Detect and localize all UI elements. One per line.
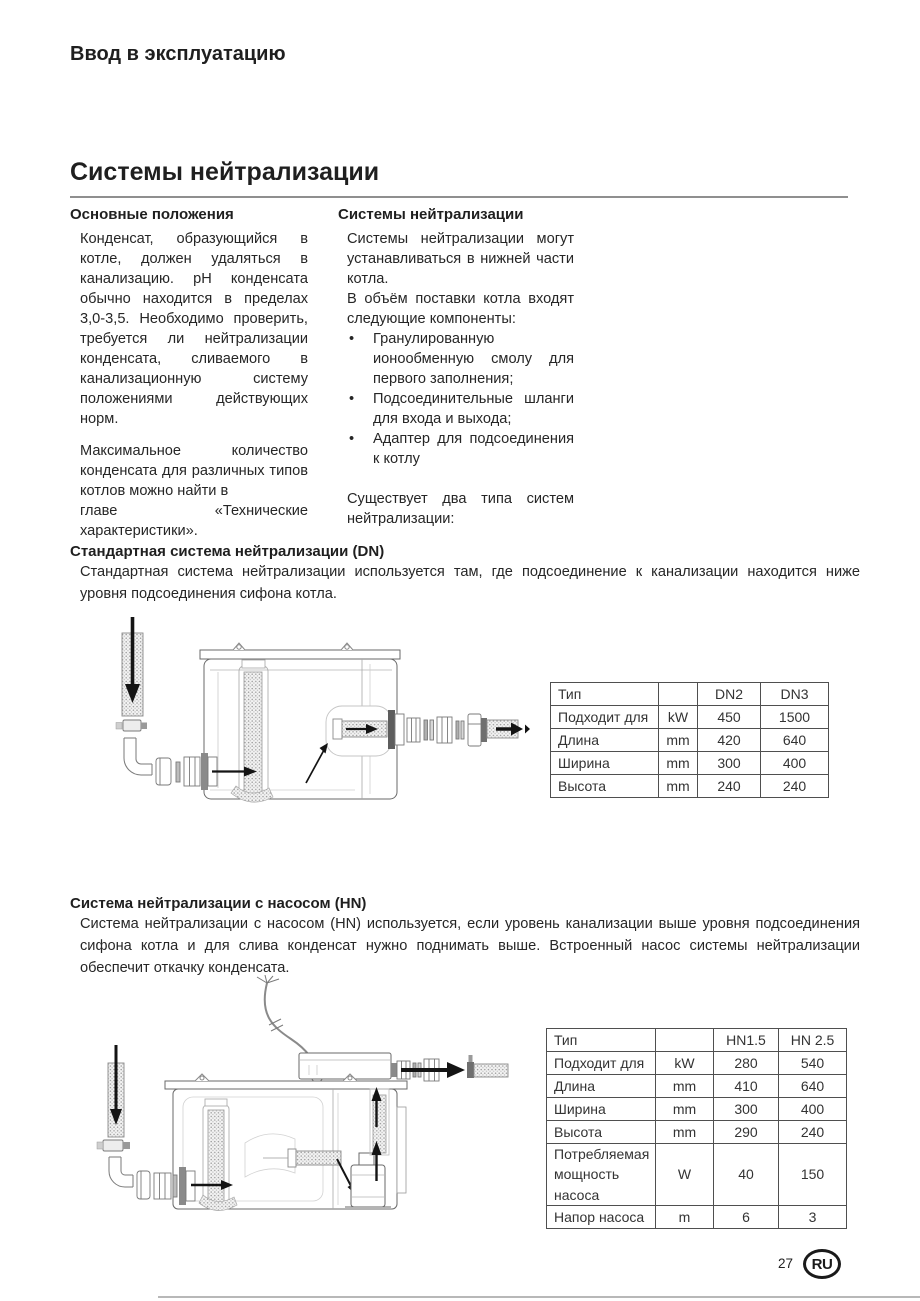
table-row <box>547 1075 847 1098</box>
table-cell: Ширина <box>547 1098 656 1121</box>
table-cell: DN2 <box>698 683 761 706</box>
table-row <box>551 752 829 775</box>
table-cell: 300 <box>714 1098 779 1121</box>
title-rule <box>70 196 848 198</box>
table-cell: 400 <box>779 1098 847 1121</box>
table-cell: Длина <box>547 1075 656 1098</box>
dn-spec-table <box>550 682 829 798</box>
basics-heading: Основные положения <box>70 206 234 223</box>
table-cell: Подходит для <box>547 1052 656 1075</box>
systems-paragraph-1: Системы нейтрализации могут устанавливаться в нижней части котла. <box>347 231 574 287</box>
basics-paragraph-1: Конденсат, образующийся в котле, должен удаляться в канализацию. pH конденсата обычно находится в пределах 3,0-3,5. Необходимо проверить, требуется ли нейтрализации конденсата, сливаемого в канализационную систему положениями действующих норм. <box>80 231 308 427</box>
table-cell: 540 <box>779 1052 847 1075</box>
table-cell: Тип <box>551 683 659 706</box>
table-row <box>547 1121 847 1144</box>
systems-heading: Системы нейтрализации <box>338 206 524 223</box>
table-cell: 400 <box>761 752 829 775</box>
table-cell: HN 2.5 <box>779 1029 847 1052</box>
hn-section-heading: Система нейтрализации с насосом (HN) <box>70 895 367 912</box>
hn-system-diagram <box>95 975 525 1240</box>
table-cell: 3 <box>779 1205 847 1228</box>
table-row <box>547 1052 847 1075</box>
list-item: • Подсоединительные шланги для входа и выхода; <box>347 389 574 429</box>
table-cell: Напор насоса <box>547 1205 656 1228</box>
systems-paragraph-2: В объём поставки котла входят следующие компоненты: <box>347 291 574 327</box>
table-cell: mm <box>659 752 698 775</box>
table-row <box>551 706 829 729</box>
table-cell <box>656 1029 714 1052</box>
table-cell: 290 <box>714 1121 779 1144</box>
table-cell: kW <box>656 1052 714 1075</box>
basics-paragraph-2 <box>80 441 308 541</box>
table-cell: HN1.5 <box>714 1029 779 1052</box>
table-cell: 410 <box>714 1075 779 1098</box>
table-cell: mm <box>656 1075 714 1098</box>
dn-system-diagram <box>100 612 530 842</box>
table-row <box>547 1144 847 1206</box>
intro-column-basics <box>70 206 308 541</box>
components-list <box>347 329 574 469</box>
table-cell: kW <box>659 706 698 729</box>
table-cell <box>659 683 698 706</box>
table-cell: Высота <box>551 775 659 798</box>
table-cell: 6 <box>714 1205 779 1228</box>
table-cell: 420 <box>698 729 761 752</box>
page-title: Системы нейтрализации <box>70 158 380 186</box>
table-cell: 450 <box>698 706 761 729</box>
table-cell: 240 <box>698 775 761 798</box>
table-cell: 1500 <box>761 706 829 729</box>
table-cell: 240 <box>761 775 829 798</box>
table-cell: DN3 <box>761 683 829 706</box>
page-number: 27 <box>778 1256 794 1271</box>
ru-country-badge: RU <box>803 1249 841 1279</box>
table-cell: 240 <box>779 1121 847 1144</box>
page-header: Ввод в эксплуатацию <box>70 43 286 65</box>
list-item: • Адаптер для подсоединения к котлу <box>347 429 574 469</box>
table-cell: W <box>656 1144 714 1206</box>
table-cell: m <box>656 1205 714 1228</box>
intro-column-systems <box>338 206 574 529</box>
table-cell: Ширина <box>551 752 659 775</box>
table-cell: mm <box>659 729 698 752</box>
hn-spec-table <box>546 1028 847 1229</box>
table-cell: 300 <box>698 752 761 775</box>
page-edge-artifact <box>158 1296 920 1298</box>
systems-paragraph-3: Существует два типа систем нейтрализации: <box>347 491 574 527</box>
table-cell: 280 <box>714 1052 779 1075</box>
table-cell: Подходит для <box>551 706 659 729</box>
table-cell: mm <box>656 1098 714 1121</box>
table-cell: Потребляемая мощность насоса <box>547 1144 656 1206</box>
table-cell: 150 <box>779 1144 847 1206</box>
table-cell: 640 <box>779 1075 847 1098</box>
table-row <box>551 683 829 706</box>
table-row <box>547 1205 847 1228</box>
table-row <box>547 1029 847 1052</box>
list-item: • Гранулированную ионообменную смолу для первого заполнения; <box>347 329 574 389</box>
table-cell: 640 <box>761 729 829 752</box>
dn-section-body: Стандартная система нейтрализации используется там, где подсоединение к канализации находится ниже уровня подсоединения сифона котла. <box>80 564 860 602</box>
table-row <box>551 775 829 798</box>
hn-section-body: Система нейтрализации с насосом (HN) используется, если уровень канализации выше уровня подсоединения сифона котла и для слива конденсат нужно поднимать выше. Встроенный насос системы нейтрализации обеспечит откачку конденсата. <box>80 916 860 976</box>
basics-paragraph-2-line-1: Максимальное количество конденсата для различных типов котлов можно найти в <box>80 443 308 499</box>
table-cell: 40 <box>714 1144 779 1206</box>
table-cell: Высота <box>547 1121 656 1144</box>
table-row <box>547 1098 847 1121</box>
basics-paragraph-2-line-2: главе «Технические характеристики». <box>80 503 308 539</box>
table-row <box>551 729 829 752</box>
table-cell: mm <box>656 1121 714 1144</box>
table-cell: mm <box>659 775 698 798</box>
table-cell: Тип <box>547 1029 656 1052</box>
table-cell: Длина <box>551 729 659 752</box>
dn-section-heading: Стандартная система нейтрализации (DN) <box>70 543 385 560</box>
